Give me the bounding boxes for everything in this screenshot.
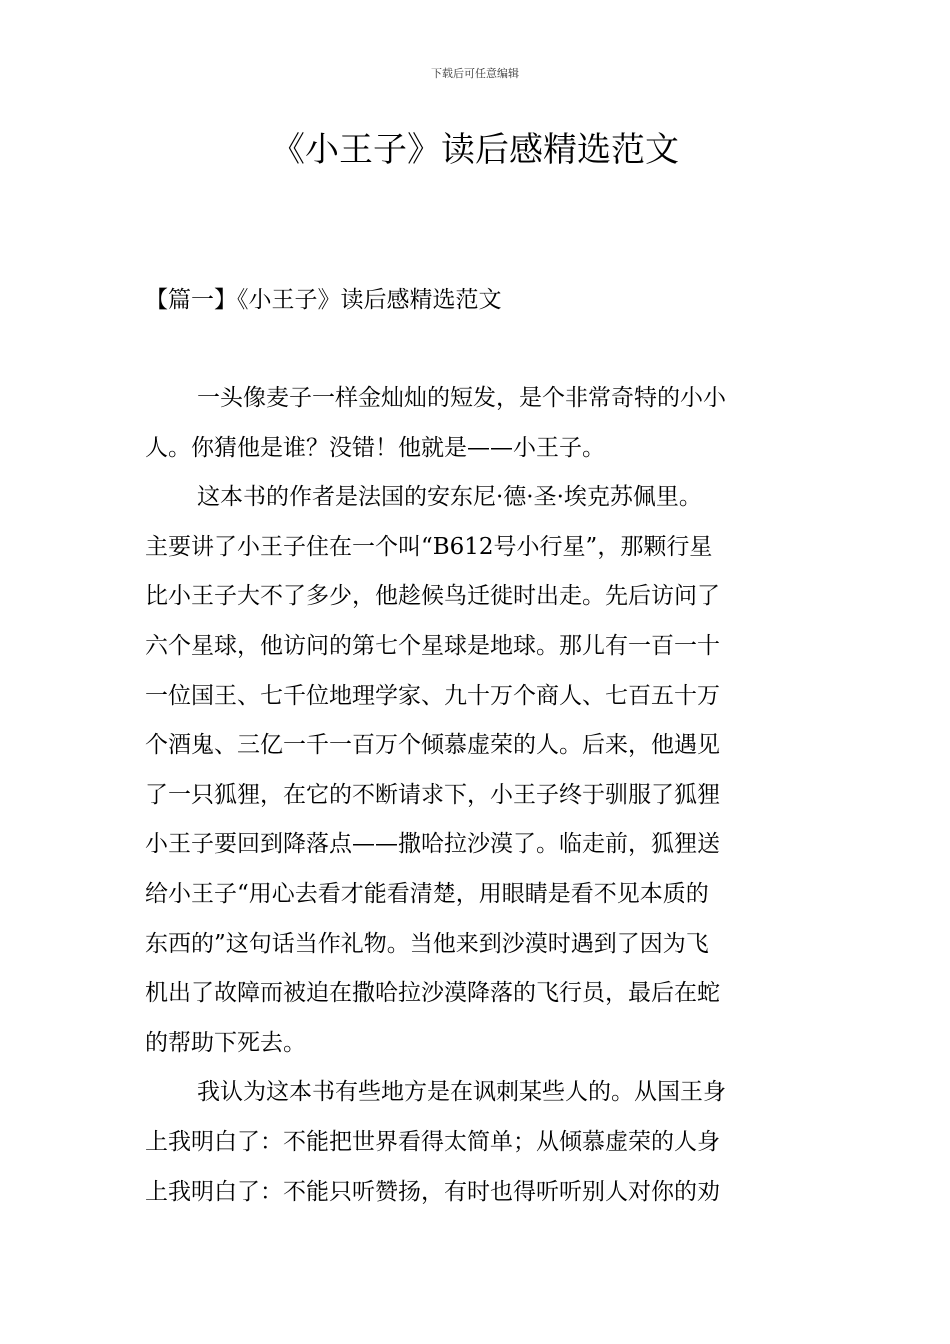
text-line: 比小王子大不了多少，他趁候鸟迁徙时出走。先后访问了 — [145, 583, 720, 610]
text-line: 一头像麦子一样金灿灿的短发，是个非常奇特的小小 — [197, 385, 726, 411]
text-line: 我认为这本书有些地方是在讽刺某些人的。从国王身 — [197, 1079, 726, 1106]
text-line: 给小王子“用心去看才能看清楚，用眼睛是看不见本质的 — [145, 880, 709, 907]
text-line: 的帮助下死去。 — [145, 1029, 306, 1056]
text-line: 个酒鬼、三亿一千一百万个倾慕虚荣的人。后来，他遇见 — [145, 732, 720, 759]
section-heading: 【篇一】《小王子》读后感精选范文 — [145, 287, 502, 313]
text-line: 一位国王、七千位地理学家、九十万个商人、七百五十万 — [145, 682, 720, 709]
text-line: 上我明白了：不能只听赞扬，有时也得听听别人对你的劝 — [145, 1178, 720, 1205]
text-line: 东西的”这句话当作礼物。当他来到沙漠时遇到了因为飞 — [145, 930, 709, 957]
text-line: 六个星球，他访问的第七个星球是地球。那儿有一百一十 — [145, 632, 720, 659]
header-note: 下载后可任意编辑 — [431, 67, 519, 80]
text-line: 机出了故障而被迫在撒哈拉沙漠降落的飞行员，最后在蛇 — [145, 980, 720, 1007]
document-title: 《小王子》读后感精选范文 — [271, 130, 679, 170]
text-line: 这本书的作者是法国的安东尼·德·圣·埃克苏佩里。 — [197, 484, 702, 511]
text-line: 小王子要回到降落点——撒哈拉沙漠了。临走前，狐狸送 — [145, 831, 720, 858]
text-line: 主要讲了小王子住在一个叫“B612号小行星”，那颗行星 — [145, 533, 713, 560]
text-line: 人。你猜他是谁？没错！他就是——小王子。 — [145, 434, 605, 461]
body-text — [145, 374, 865, 1217]
text-line: 上我明白了：不能把世界看得太简单；从倾慕虚荣的人身 — [145, 1128, 720, 1155]
text-line: 了一只狐狸，在它的不断请求下，小王子终于驯服了狐狸 — [145, 781, 720, 808]
